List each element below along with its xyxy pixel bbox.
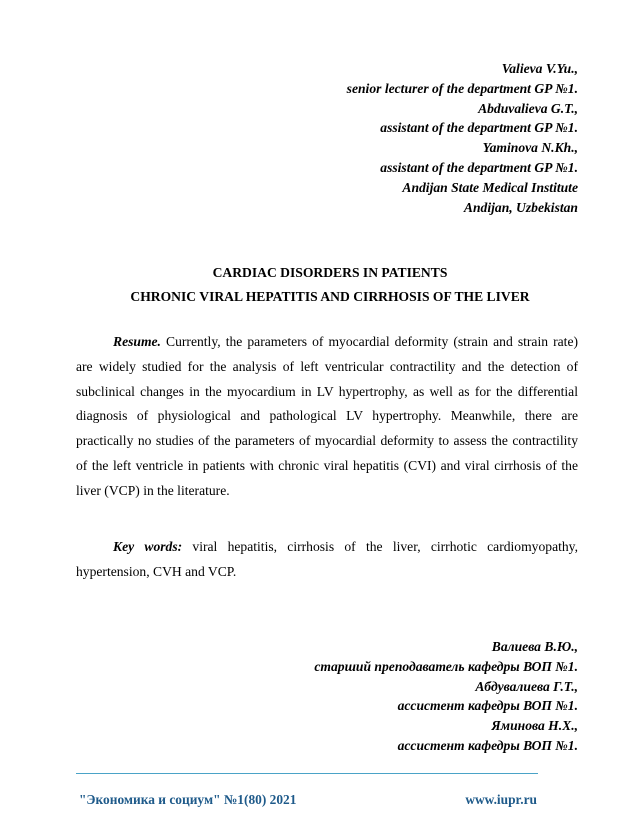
author-name: Yaminova N.Kh.,	[482, 140, 578, 156]
footer-website-link[interactable]: www.iupr.ru	[465, 792, 537, 807]
author-position: ассистент кафедры ВОП №1.	[397, 737, 578, 753]
abstract-paragraph	[76, 330, 578, 504]
abstract-label: Resume.	[113, 334, 161, 349]
author-position: assistant of the department GP №1.	[380, 159, 578, 175]
keywords-label: Key words:	[113, 539, 183, 554]
author-block-ru	[60, 637, 578, 756]
author-name: Яминова Н.Х.,	[491, 718, 578, 734]
author-name: Валиева В.Ю.,	[491, 639, 578, 654]
author-affiliation: Andijan State Medical Institute	[402, 179, 578, 195]
keywords-text: viral hepatitis, cirrhosis of the liver, cirrhotic cardiomyopathy, hypertension, CVH and VCP.	[76, 539, 578, 579]
paper-title-line-2: CHRONIC VIRAL HEPATITIS AND CIRRHOSIS OF THE LIVER	[130, 289, 530, 304]
author-name: Abduvalieva G.T.,	[478, 100, 578, 116]
author-position: assistant of the department GP №1.	[380, 120, 578, 136]
author-name: Абдувалиева Г.Т.,	[475, 678, 578, 694]
author-position: senior lecturer of the department GP №1.	[346, 80, 578, 96]
paper-title	[40, 261, 620, 309]
paper-title-line-1: CARDIAC DISORDERS IN PATIENTS	[212, 265, 448, 280]
footer-divider	[76, 773, 538, 774]
author-position: ассистент кафедры ВОП №1.	[397, 698, 578, 714]
author-position: старший преподаватель кафедры ВОП №1.	[314, 658, 578, 674]
author-location: Andijan, Uzbekistan	[463, 199, 578, 215]
author-name: Valieva V.Yu.,	[501, 61, 578, 76]
author-block-en	[60, 59, 578, 217]
keywords-paragraph	[76, 535, 578, 585]
abstract-text: Currently, the parameters of myocardial deformity (strain and strain rate) are widely studied for the analysis of left ventricular contractility and the detection of subclinical changes in the myocardium in LV hypertrophy, as well as for the differential diagnosis of physiological and pathological LV hypertrophy. Meanwhile, there are practically no studies of the parameters of myocardial deformity to assess the contractility of the left ventricle in patients with chronic viral hepatitis (CVI) and viral cirrhosis of the liver (VCP) in the literature.	[76, 334, 578, 498]
footer-journal-title: "Экономика и социум" №1(80) 2021	[79, 792, 297, 807]
